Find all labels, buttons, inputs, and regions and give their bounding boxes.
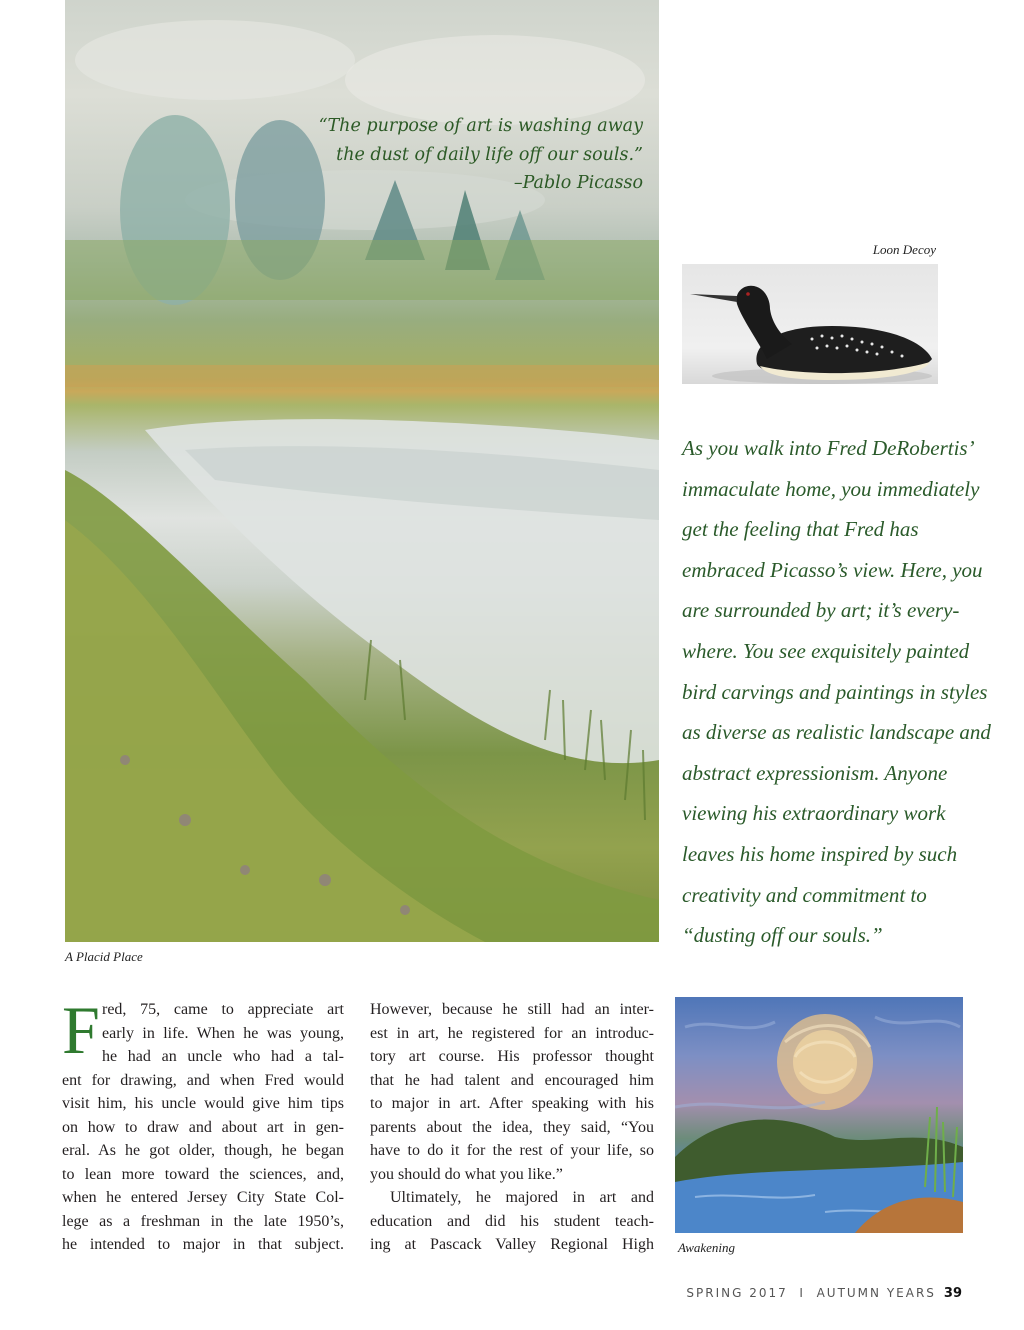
body-line: education and did his student teach-	[370, 1212, 654, 1230]
page-footer	[686, 1286, 962, 1301]
body-line: to lean more toward the sciences, and,	[62, 1165, 344, 1183]
quote-line: “The purpose of art is washing away	[318, 116, 643, 136]
body-line: on how to draw and about art in gen-	[62, 1118, 344, 1136]
painting-a-placid-place	[65, 0, 659, 942]
body-line: he had an uncle who had a tal-	[102, 1048, 344, 1065]
caption-loon-decoy: Loon Decoy	[872, 242, 936, 257]
intro-line: get the feeling that Fred has	[682, 517, 919, 542]
intro-line: as diverse as realistic landscape and	[682, 720, 991, 745]
body-column-1	[62, 992, 344, 1257]
body-line: that he had talent and encouraged him	[370, 1071, 654, 1089]
body-line: he intended to major in that subject.	[62, 1236, 344, 1253]
body-line: early in life. When he was young,	[102, 1024, 344, 1042]
body-line: to major in art. After speaking with his	[370, 1095, 654, 1112]
intro-line: embraced Picasso’s view. Here, you	[682, 557, 983, 582]
intro-line: creativity and commitment to	[682, 882, 927, 907]
intro-line: bird carvings and paintings in styles	[682, 679, 988, 704]
quote-line: the dust of daily life off our souls.”	[336, 144, 643, 165]
caption-awakening: Awakening	[678, 1240, 736, 1255]
body-line: when he entered Jersey City State Col-	[62, 1189, 344, 1206]
loon-decoy-image	[682, 264, 938, 384]
intro-line: “dusting off our souls.”	[682, 923, 883, 948]
body-line: However, because he still had an inter-	[370, 1001, 654, 1018]
drop-cap: F	[62, 992, 100, 1068]
body-line: lege as a freshman in the late 1950’s,	[62, 1212, 344, 1230]
body-line: ing at Pascack Valley Regional High	[370, 1236, 654, 1253]
intro-line: where. You see exquisitely painted	[682, 638, 970, 663]
caption-a-placid-place: A Placid Place	[65, 949, 143, 964]
intro-line: immaculate home, you immediately	[682, 476, 980, 501]
intro-line: are surrounded by art; it’s every-	[682, 598, 960, 623]
awakening-painting-art	[675, 997, 963, 1233]
body-line: you should do what you like.”	[370, 1165, 563, 1183]
body-line: tory art course. His professor thought	[370, 1048, 654, 1065]
body-column-2	[370, 998, 654, 1257]
body-line: visit him, his uncle would give him tips	[62, 1095, 344, 1112]
intro-paragraph	[682, 428, 991, 956]
issue-label: SPRING 2017 I AUTUMN YEARS	[686, 1286, 936, 1300]
body-line: red, 75, came to appreciate art	[102, 1001, 344, 1018]
loon-decoy-photo	[682, 264, 938, 384]
body-line: Ultimately, he majored in art and	[390, 1189, 654, 1206]
body-line: parents about the idea, they said, “You	[370, 1118, 654, 1136]
intro-line: abstract expressionism. Anyone	[682, 760, 948, 785]
body-line: have to do it for the rest of your life, so	[370, 1142, 654, 1159]
intro-line: leaves his home inspired by such	[682, 841, 958, 866]
intro-line: viewing his extraordinary work	[682, 801, 946, 826]
quote-attribution: –Pablo Picasso	[513, 173, 643, 193]
body-line: eral. As he got older, though, he began	[62, 1142, 344, 1159]
pull-quote	[203, 112, 643, 198]
painting-awakening	[675, 997, 963, 1233]
body-line: est in art, he registered for an introduc-	[370, 1024, 654, 1042]
body-line: ent for drawing, and when Fred would	[62, 1071, 344, 1089]
page-number: 39	[943, 1286, 962, 1301]
intro-line: As you walk into Fred DeRobertis’	[682, 436, 975, 460]
